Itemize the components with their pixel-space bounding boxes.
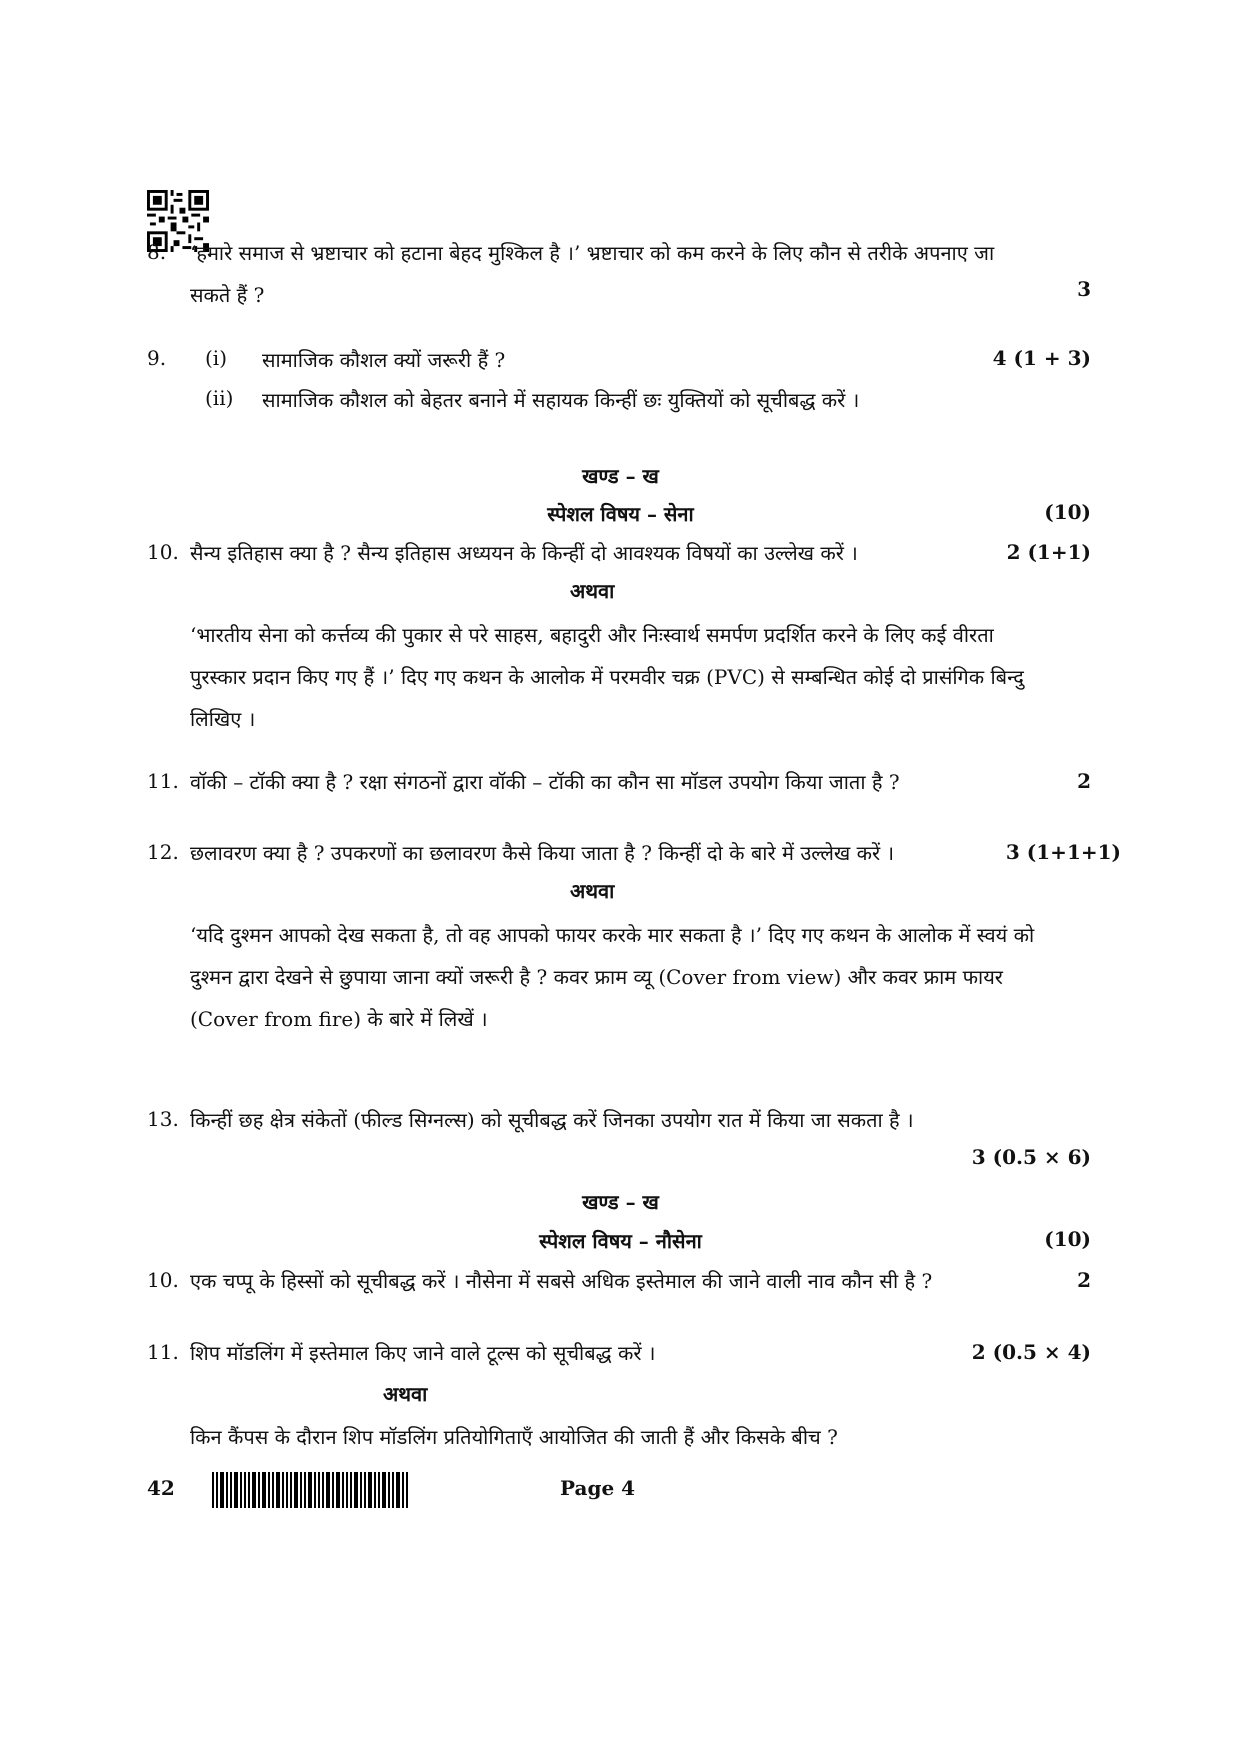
army-question-13-marks: 3 (0.5 × 6): [971, 1145, 1091, 1169]
question-9-marks: 4 (1 + 3): [992, 346, 1091, 370]
army-question-11-marks: 2: [1077, 769, 1091, 793]
footer-page-number: Page 4: [560, 1476, 636, 1500]
army-question-10-marks: 2 (1+1): [1006, 540, 1091, 564]
section-navy-heading: खण्ड – ख: [582, 1190, 659, 1214]
army-question-12-number: 12.: [147, 840, 179, 864]
navy-question-11-alt-text: किन कैंपस के दौरान शिप मॉडलिंग प्रतियोगिताएँ आयोजित की जाती हैं और किसके बीच ?: [190, 1425, 838, 1449]
army-question-10-number: 10.: [147, 540, 179, 564]
question-8-marks: 3: [1077, 277, 1091, 301]
question-9-i-text: सामाजिक कौशल क्यों जरूरी हैं ?: [262, 348, 506, 372]
army-question-10-alt-text: ‘भारतीय सेना को कर्त्तव्य की पुकार से परे साहस, बहादुरी और निःस्वार्थ समर्पण प्रदर्शित करने के लिए कई वीरता पुरस्कार प्रदान किए गए हैं ।’ दिए गए कथन के आलोक में परमवीर चक्र (PVC) से सम्बन्धित कोई दो प्रासंगिक बिन्दु लिखिए ।: [190, 623, 1024, 731]
army-question-13-text: किन्हीं छह क्षेत्र संकेतों (फील्ड सिग्नल्स) को सूचीबद्ध करें जिनका उपयोग रात में किया जा सकता है ।: [190, 1108, 914, 1132]
section-navy-subheading: स्पेशल विषय – नौसेना: [539, 1229, 702, 1253]
army-question-11-text: वॉकी – टॉकी क्या है ? रक्षा संगठनों द्वारा वॉकी – टॉकी का कौन सा मॉडल उपयोग किया जाता है ?: [190, 770, 900, 794]
army-question-11-number: 11.: [147, 769, 179, 793]
section-navy-marks: (10): [1044, 1227, 1091, 1251]
footer-code: 42: [147, 1476, 175, 1500]
army-question-10-or: अथवा: [570, 579, 615, 603]
army-question-13-number: 13.: [147, 1107, 179, 1131]
navy-question-11-marks: 2 (0.5 × 4): [971, 1340, 1091, 1364]
section-army-heading: खण्ड – ख: [582, 464, 659, 488]
question-9-ii-text: सामाजिक कौशल को बेहतर बनाने में सहायक किन्हीं छः युक्तियों को सूचीबद्ध करें ।: [262, 388, 860, 412]
navy-question-10-number: 10.: [147, 1268, 179, 1292]
navy-question-10-text: एक चप्पू के हिस्सों को सूचीबद्ध करें । नौसेना में सबसे अधिक इस्तेमाल की जाने वाली नाव कौन सी है ?: [190, 1269, 933, 1293]
army-question-10-text: सैन्य इतिहास क्या है ? सैन्य इतिहास अध्ययन के किन्हीं दो आवश्यक विषयों का उल्लेख करें ।: [190, 541, 858, 565]
navy-question-10-marks: 2: [1077, 1268, 1091, 1292]
question-9-i-label: (i): [205, 346, 228, 370]
section-army-subheading: स्पेशल विषय – सेना: [547, 502, 694, 526]
army-question-12-marks: 3 (1+1+1): [1005, 840, 1121, 864]
barcode: [212, 1472, 408, 1508]
question-9-number: 9.: [147, 346, 167, 370]
navy-question-11-number: 11.: [147, 1340, 179, 1364]
question-8-number: 8.: [147, 240, 167, 264]
army-question-12-text: छलावरण क्या है ? उपकरणों का छलावरण कैसे किया जाता है ? किन्हीं दो के बारे में उल्लेख करें ।: [190, 841, 895, 865]
navy-question-11-text: शिप मॉडलिंग में इस्तेमाल किए जाने वाले टूल्स को सूचीबद्ध करें ।: [190, 1341, 656, 1365]
question-8-text: ‘हमारे समाज से भ्रष्टाचार को हटाना बेहद मुश्किल है ।’ भ्रष्टाचार को कम करने के लिए कौन से तरीके अपनाए जा सकते हैं ?: [190, 241, 995, 307]
question-9-ii-label: (ii): [205, 386, 234, 410]
army-question-12-or: अथवा: [570, 879, 615, 903]
navy-question-11-or: अथवा: [383, 1382, 428, 1406]
army-question-12-alt-text: ‘यदि दुश्मन आपको देख सकता है, तो वह आपको फायर करके मार सकता है ।’ दिए गए कथन के आलोक में स्वयं को दुश्मन द्वारा देखने से छुपाया जाना क्यों जरूरी है ? कवर फ्राम व्यू (Cover from view) और कवर फ्राम फायर (Cover from fire) के बारे में लिखें ।: [190, 923, 1035, 1031]
section-army-marks: (10): [1044, 500, 1091, 524]
